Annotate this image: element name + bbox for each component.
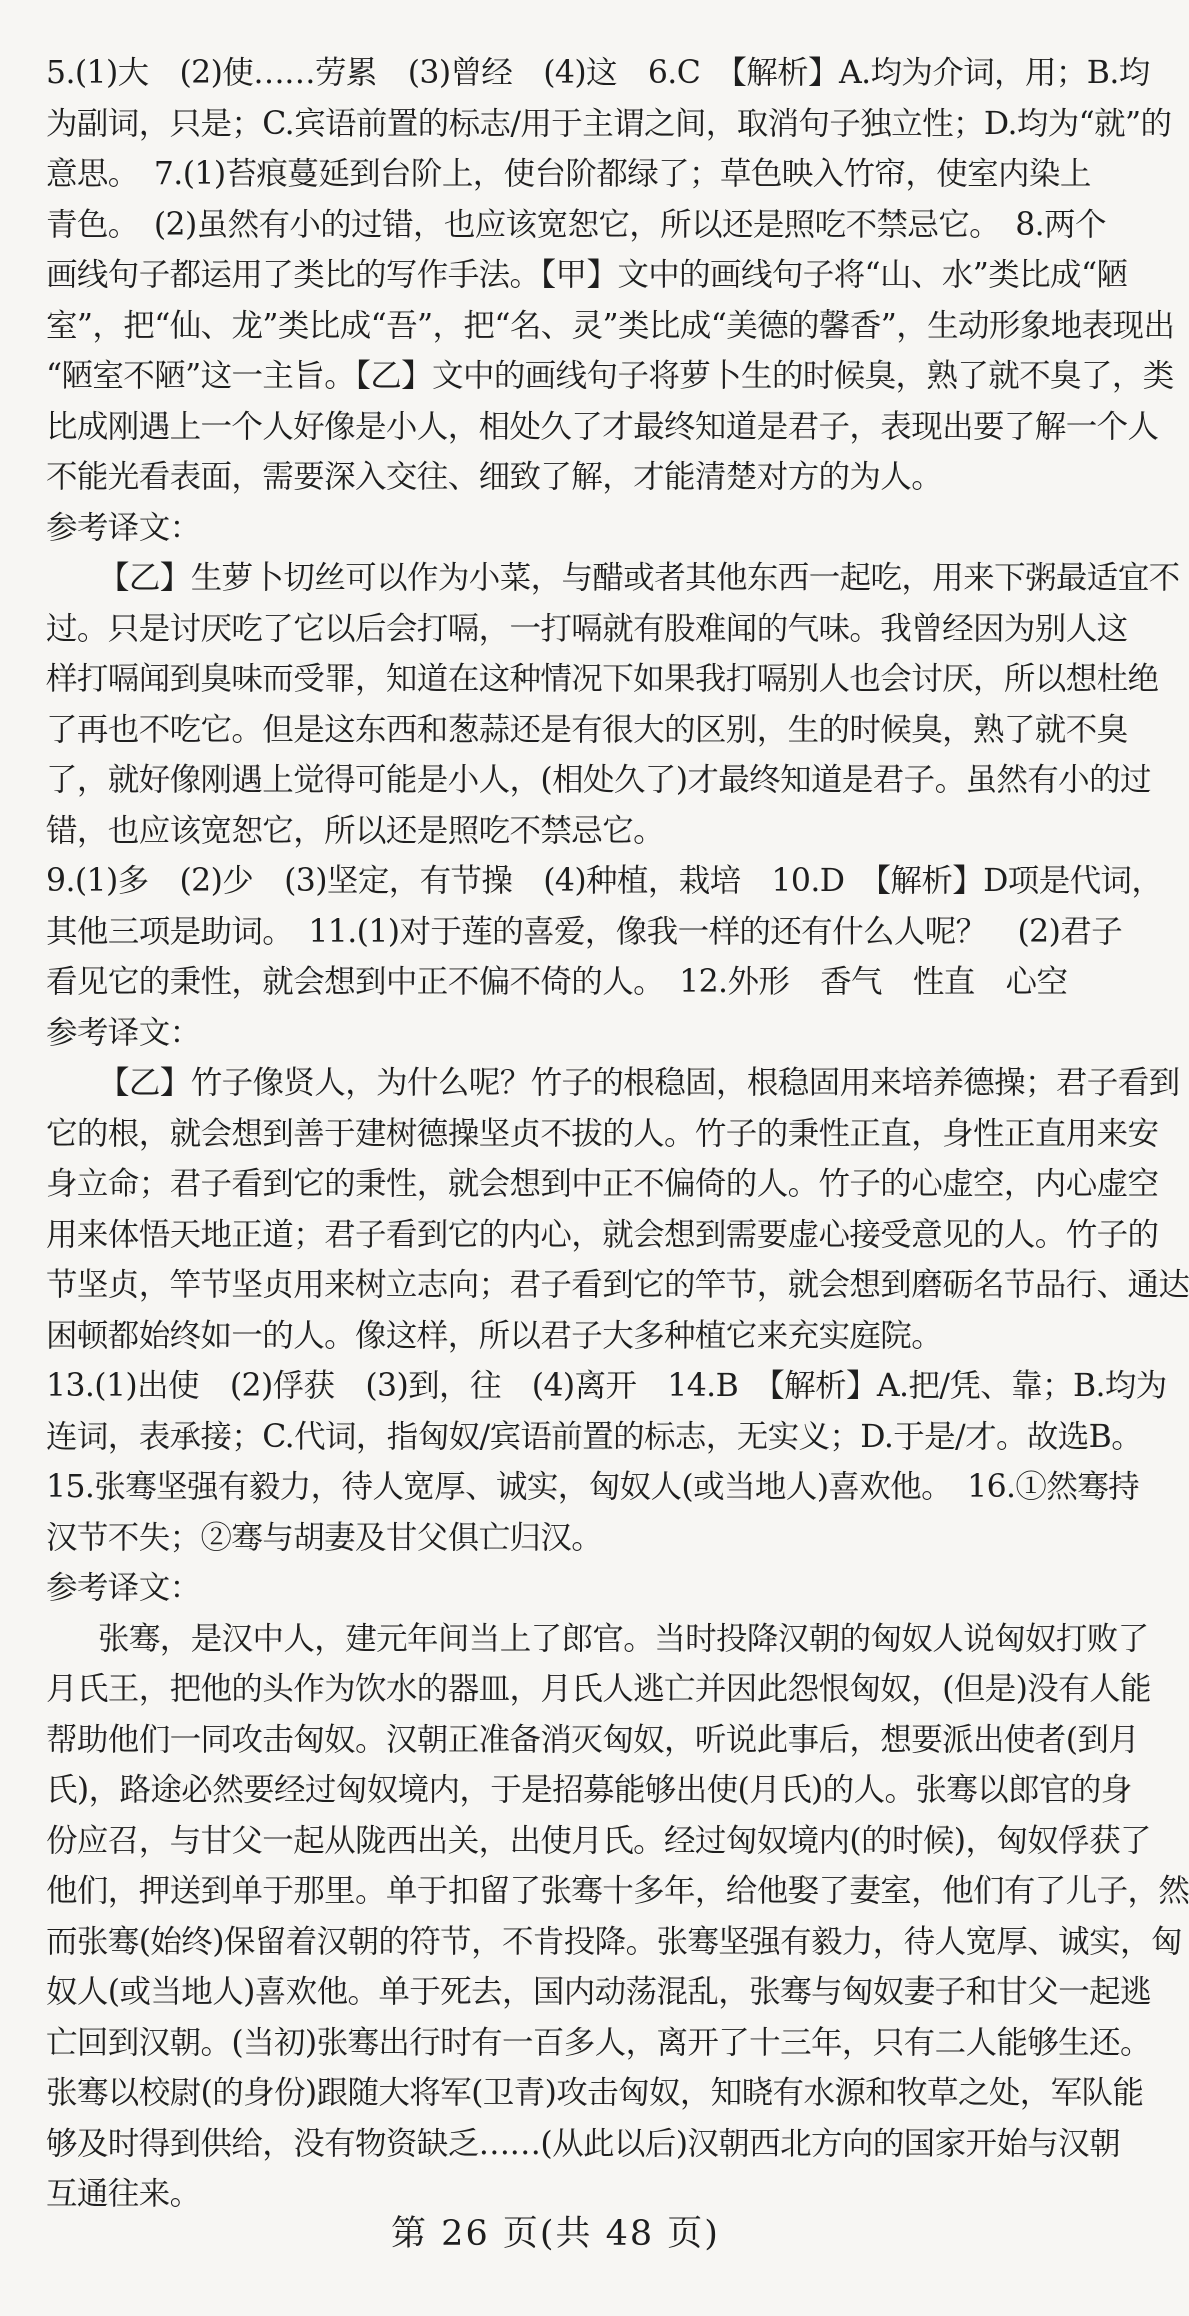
text-line: 张骞，是汉中人，建元年间当上了郎官。当时投降汉朝的匈奴人说匈奴打败了	[98, 1620, 1149, 1657]
text-line: 画线句子都运用了类比的写作手法。【甲】文中的画线句子将“山、水”类比成“陋	[46, 257, 1128, 293]
text-line: 意思。 7.(1)苔痕蔓延到台阶上，使台阶都绿了；草色映入竹帘，使室内染上	[46, 156, 1091, 192]
text-line: 不能光看表面，需要深入交往、细致了解，才能清楚对方的为人。	[46, 459, 943, 495]
text-line: 为副词，只是；C.宾语前置的标志/用于主谓之间，取消句子独立性；D.均为“就”的	[46, 105, 1172, 142]
text-line: 而张骞(始终)保留着汉朝的符节，不肯投降。张骞坚强有毅力，待人宽厚、诚实，匈	[46, 1923, 1182, 1960]
text-line: 份应召，与甘父一起从陇西出关，出使月氏。经过匈奴境内(的时候)，匈奴俘获了	[46, 1822, 1151, 1859]
text-line: 氏)，路途必然要经过匈奴境内，于是招募能够出使(月氏)的人。张骞以郎官的身	[46, 1772, 1132, 1808]
text-line: 困顿都始终如一的人。像这样，所以君子大多种植它来充实庭院。	[46, 1317, 943, 1354]
text-line: 参考译文：	[46, 509, 201, 546]
text-line: 月氏王，把他的头作为饮水的器皿，月氏人逃亡并因此怨恨匈奴，(但是)没有人能	[46, 1671, 1151, 1707]
text-line: 过。只是讨厌吃了它以后会打嗝，一打嗝就有股难闻的气味。我曾经因为别人这	[46, 610, 1128, 647]
text-line: 亡回到汉朝。(当初)张骞出行时有一百多人，离开了十三年，只有二人能够生还。	[46, 2024, 1151, 2061]
text-line: 青色。 (2)虽然有小的过错，也应该宽恕它，所以还是照吃不禁忌它。 8.两个	[46, 206, 1106, 243]
text-line: 室”，把“仙、龙”类比成“吾”，把“名、灵”类比成“美德的馨香”，生动形象地表现出	[46, 307, 1175, 344]
text-line: 了再也不吃它。但是这东西和葱蒜还是有很大的区别，生的时候臭，熟了就不臭	[46, 711, 1128, 748]
text-line: “陋室不陋”这一主旨。【乙】文中的画线句子将萝卜生的时候臭，熟了就不臭了，类	[46, 358, 1174, 394]
text-line: 样打嗝闻到臭味而受罪，知道在这种情况下如果我打嗝别人也会讨厌，所以想杜绝	[46, 661, 1159, 697]
text-line: 用来体悟天地正道；君子看到它的内心，就会想到需要虚心接受意见的人。竹子的	[46, 1216, 1159, 1253]
text-line: 参考译文：	[46, 1014, 201, 1051]
text-line: 参考译文：	[46, 1570, 201, 1606]
text-line: 看见它的秉性，就会想到中正不偏不倚的人。 12.外形 香气 性直 心空	[46, 964, 1068, 1000]
text-line: 互通往来。	[46, 2176, 201, 2212]
text-line: 其他三项是助词。 11.(1)对于莲的喜爱，像我一样的还有什么人呢？ (2)君子	[46, 913, 1123, 950]
text-line: 错，也应该宽恕它，所以还是照吃不禁忌它。	[46, 812, 665, 849]
text-line: 15.张骞坚强有毅力，待人宽厚、诚实，匈奴人(或当地人)喜欢他。 16.①然骞持	[46, 1469, 1140, 1505]
text-line: 张骞以校尉(的身份)跟随大将军(卫青)攻击匈奴，知晓有水源和牧草之处，军队能	[46, 2075, 1144, 2111]
text-line: 5.(1)大 (2)使……劳累 (3)曾经 (4)这 6.C 【解析】A.均为介词，用；B.均	[46, 55, 1150, 91]
text-line: 9.(1)多 (2)少 (3)坚定，有节操 (4)种植，栽培 10.D 【解析】D项是代词，	[46, 863, 1163, 899]
text-line: 13.(1)出使 (2)俘获 (3)到，往 (4)离开 14.B 【解析】A.把/凭、靠；B.均为	[46, 1368, 1167, 1404]
text-line: 【乙】生萝卜切丝可以作为小菜，与醋或者其他东西一起吃，用来下粥最适宜不	[98, 560, 1180, 596]
text-line: 节坚贞，竿节坚贞用来树立志向；君子看到它的竿节，就会想到磨砺名节品行、通达	[46, 1267, 1189, 1303]
text-line: 他们，押送到单于那里。单于扣留了张骞十多年，给他娶了妻室，他们有了儿子，然	[46, 1873, 1189, 1909]
text-line: 汉节不失；②骞与胡妻及甘父俱亡归汉。	[46, 1519, 603, 1556]
text-line: 了，就好像刚遇上觉得可能是小人，(相处久了)才最终知道是君子。虽然有小的过	[46, 762, 1151, 798]
text-line: 它的根，就会想到善于建树德操坚贞不拔的人。竹子的秉性正直，身性正直用来安	[46, 1115, 1159, 1152]
page-number-footer: 第 26 页(共 48 页)	[391, 2214, 720, 2254]
text-line: 帮助他们一同攻击匈奴。汉朝正准备消灭匈奴，听说此事后，想要派出使者(到月	[46, 1721, 1140, 1758]
text-line: 奴人(或当地人)喜欢他。单于死去，国内动荡混乱，张骞与匈奴妻子和甘父一起逃	[46, 1974, 1151, 2010]
text-line: 身立命；君子看到它的秉性，就会想到中正不偏倚的人。竹子的心虚空，内心虚空	[46, 1166, 1159, 1202]
text-line: 够及时得到供给，没有物资缺乏……(从此以后)汉朝西北方向的国家开始与汉朝	[46, 2125, 1120, 2162]
text-line: 【乙】竹子像贤人，为什么呢？竹子的根稳固，根稳固用来培养德操；君子看到	[98, 1065, 1180, 1101]
text-line: 比成刚遇上一个人好像是小人，相处久了才最终知道是君子，表现出要了解一个人	[46, 408, 1159, 445]
answer-text-body	[46, 48, 1189, 2220]
text-line: 连词，表承接；C.代词，指匈奴/宾语前置的标志，无实义；D.于是/才。故选B。	[46, 1418, 1143, 1455]
